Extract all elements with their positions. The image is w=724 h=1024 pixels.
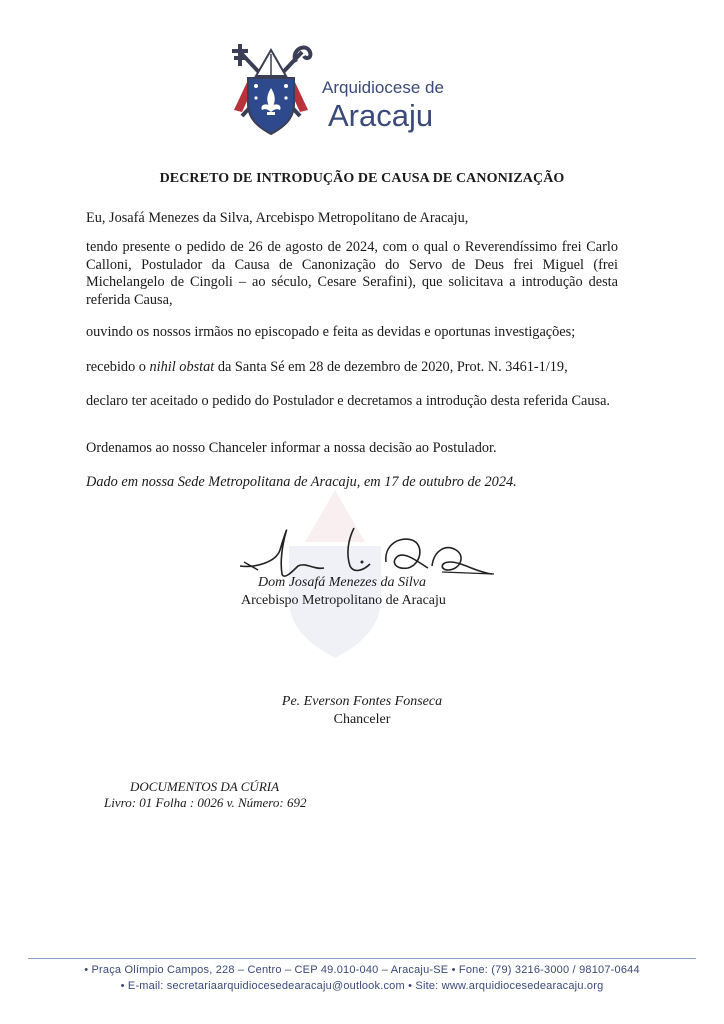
paragraph-consultation: ouvindo os nossos irmãos no episcopado e feita as devidas e oportunas investigações;: [86, 324, 576, 340]
letterhead: [226, 40, 486, 140]
chancellor-role: Chanceler: [333, 712, 391, 727]
nihil-obstat-term: nihil obstat: [149, 359, 215, 375]
letterhead-line-1: Arquidiocese de: [322, 78, 444, 97]
nihil-obstat-before: recebido o: [86, 359, 150, 375]
curia-register-reference: Livro: 01 Folha : 0026 v. Número: 692: [104, 795, 307, 810]
curia-documents-title: DOCUMENTOS DA CÚRIA: [130, 779, 280, 794]
footer-address: • Praça Olímpio Campos, 228 – Centro – CEP 49.010-040 – Aracaju-SE • Fone: (79) 3216-3000 / 98107-0644: [84, 964, 640, 976]
paragraph-declaration: declaro ter aceitado o pedido do Postulador e decretamos a introdução desta referida Causa.: [86, 393, 611, 409]
nihil-obstat-after: da Santa Sé em 28 de dezembro de 2020, Prot. N. 3461-1/19,: [214, 359, 568, 375]
paragraph-order: Ordenamos ao nosso Chanceler informar a nossa decisão ao Postulador.: [86, 440, 497, 456]
footer-contact: • E-mail: secretariaarquidiocesedearacaju@outlook.com • Site: www.arquidiocesedearacaju.org: [120, 980, 604, 992]
letterhead-line-2: Aracaju: [328, 98, 434, 133]
paragraph-given-at: Dado em nossa Sede Metropolitana de Aracaju, em 17 de outubro de 2024.: [86, 474, 517, 490]
archbishop-role: Arcebispo Metropolitano de Aracaju: [241, 593, 446, 608]
paragraph-nihil-obstat: [86, 359, 618, 377]
decree-title: DECRETO DE INTRODUÇÃO DE CAUSA DE CANONIZAÇÃO: [159, 171, 565, 186]
paragraph-request: tendo presente o pedido de 26 de agosto de 2024, com o qual o Reverendíssimo frei Carlo Calloni, Postulador da Causa de Canonização do Servo de Deus frei Miguel (frei Michelangelo de Cingoli – ao século, Cesare Serafini), que solicitava a introdução desta referida Causa,: [86, 239, 618, 308]
archdiocese-coat-of-arms-icon: [226, 40, 316, 140]
archbishop-name: Dom Josafá Menezes da Silva: [258, 575, 426, 590]
footer-divider: [28, 958, 696, 959]
chancellor-name: Pe. Everson Fontes Fonseca: [281, 694, 443, 709]
paragraph-intro: Eu, Josafá Menezes da Silva, Arcebispo Metropolitano de Aracaju,: [86, 210, 469, 226]
